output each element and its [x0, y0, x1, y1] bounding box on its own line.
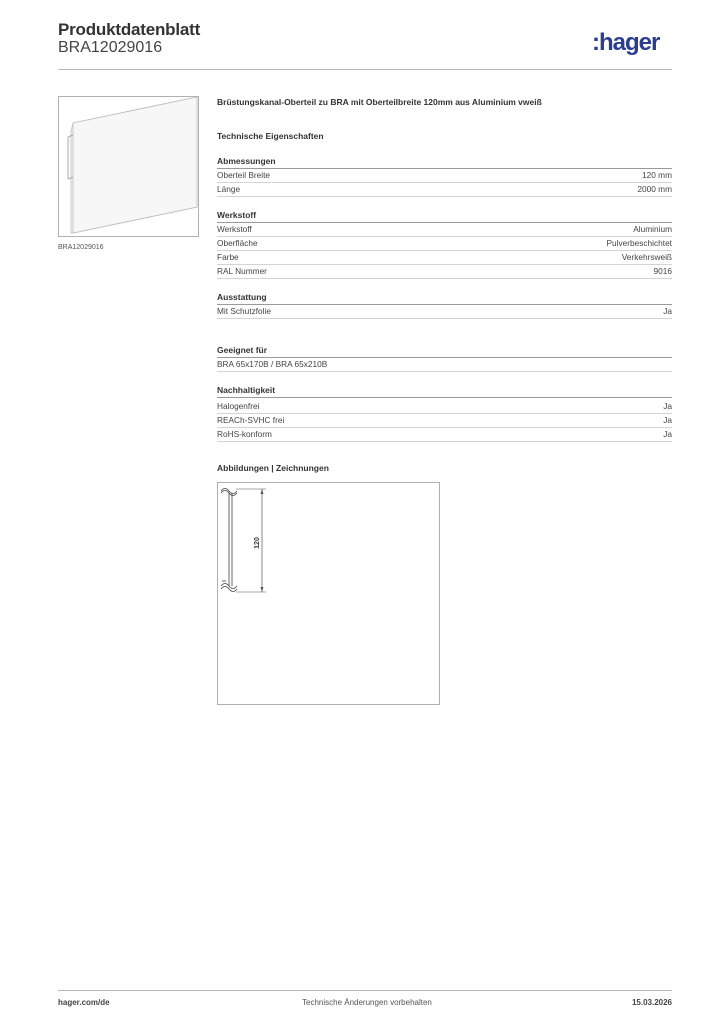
section-title-werkstoff: Werkstoff: [217, 210, 257, 220]
row-label: BRA 65x170B / BRA 65x210B: [217, 359, 328, 369]
row-label: RoHS-konform: [217, 429, 272, 439]
table-row: [217, 251, 672, 265]
section-title-geeignet: Geeignet für: [217, 345, 268, 355]
table-row: [217, 169, 672, 183]
footer-note: Technische Änderungen vorbehalten: [302, 998, 432, 1007]
table-row: [217, 428, 672, 442]
row-value: Ja: [663, 415, 672, 425]
table-row: [217, 265, 672, 279]
row-value: 120 mm: [642, 170, 672, 180]
table-row: [217, 358, 672, 372]
product-image-caption: BRA12029016: [58, 244, 104, 251]
row-value: Ja: [663, 429, 672, 439]
table-row: [217, 305, 672, 319]
table-row: [217, 237, 672, 251]
footer-divider: [58, 990, 672, 991]
product-code-header: BRA12029016: [58, 39, 163, 56]
row-label: Werkstoff: [217, 224, 252, 234]
hager-logo-text: :hager: [592, 29, 660, 56]
section-title-drawings: Abbildungen | Zeichnungen: [217, 463, 329, 473]
table-row: [217, 223, 672, 237]
row-value: Ja: [663, 306, 672, 316]
row-value: Pulverbeschichtet: [606, 238, 672, 248]
product-image: [58, 96, 199, 237]
table-row: [217, 414, 672, 428]
technical-properties-heading: Technische Eigenschaften: [217, 131, 324, 141]
footer-website: hager.com/de: [58, 998, 110, 1007]
technical-drawing: [217, 482, 440, 705]
product-description: Brüstungskanal-Oberteil zu BRA mit Oberteilbreite 120mm aus Aluminium vweiß: [217, 97, 542, 107]
table-row: [217, 183, 672, 197]
row-value: Ja: [663, 401, 672, 411]
row-label: Oberfläche: [217, 238, 258, 248]
row-value: 2000 mm: [637, 184, 672, 194]
dimension-label: 120: [254, 537, 261, 549]
section-title-abmessungen: Abmessungen: [217, 156, 276, 166]
row-value: 9016: [653, 266, 672, 276]
row-label: REACh-SVHC frei: [217, 415, 285, 425]
section-divider: [217, 397, 672, 398]
page-title: Produktdatenblatt: [58, 20, 201, 39]
row-label: RAL Nummer: [217, 266, 267, 276]
row-label: Mit Schutzfolie: [217, 306, 271, 316]
row-label: Oberteil Breite: [217, 170, 271, 180]
hager-logo: [592, 28, 676, 58]
section-title-ausstattung: Ausstattung: [217, 292, 267, 302]
row-label: Halogenfrei: [217, 401, 260, 411]
row-label: Länge: [217, 184, 241, 194]
row-value: Verkehrsweiß: [621, 252, 672, 262]
row-label: Farbe: [217, 252, 239, 262]
header-divider: [58, 69, 672, 70]
row-value: Aluminium: [633, 224, 672, 234]
section-title-nachhaltigkeit: Nachhaltigkeit: [217, 385, 276, 395]
table-row: [217, 400, 672, 414]
footer-date: 15.03.2026: [631, 998, 672, 1007]
